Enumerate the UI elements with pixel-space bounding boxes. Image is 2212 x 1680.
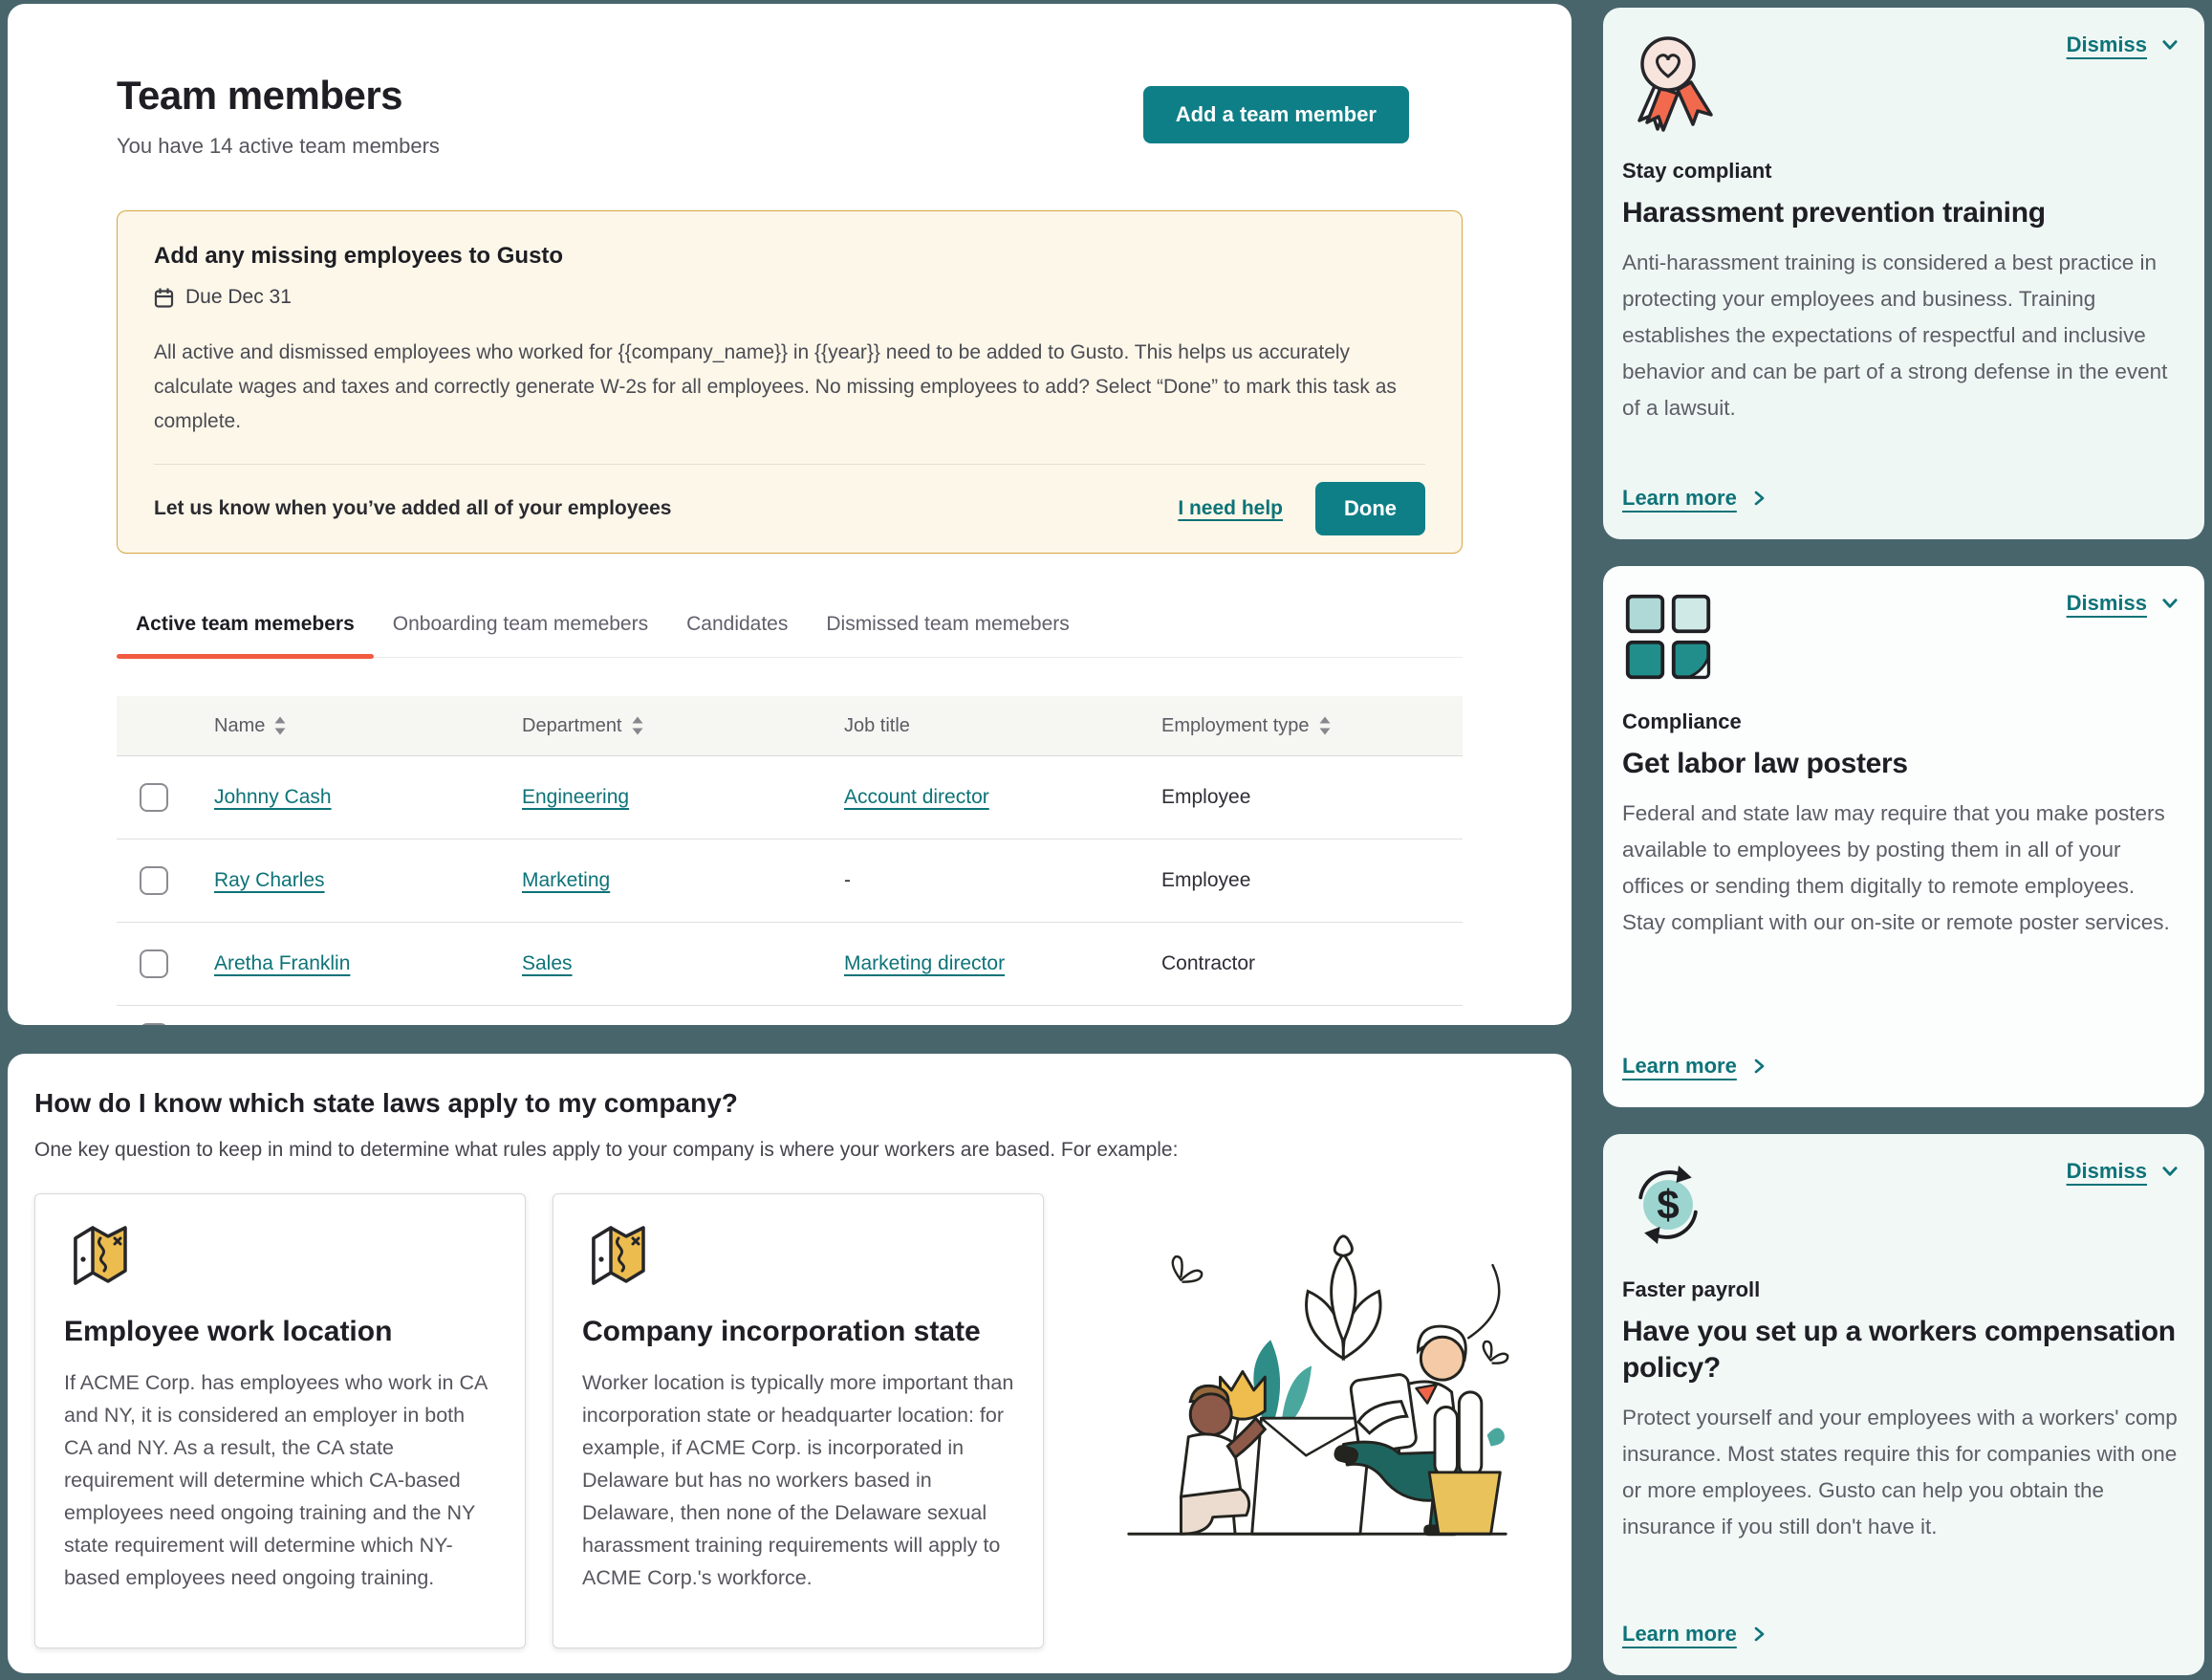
member-name-link[interactable]: Ray Charles: [214, 869, 325, 891]
department-link[interactable]: Engineering: [522, 786, 630, 808]
table-row: [117, 923, 1463, 1006]
sort-icon: [1319, 716, 1331, 735]
page-header: [117, 73, 1463, 159]
learn-more-link[interactable]: Learn more: [1622, 1622, 2179, 1647]
faq-intro: One key question to keep in mind to determine what rules apply to your company is where your workers are based. For example:: [34, 1139, 1179, 1161]
workers-comp-card: [1603, 1134, 2204, 1675]
add-team-member-button[interactable]: Add a team member: [1143, 86, 1409, 143]
chevron-right-icon: [1752, 1625, 1766, 1644]
job-title-value: -: [844, 869, 851, 891]
employment-type-value: Employee: [1161, 869, 1251, 891]
mini-card-title: Employee work location: [64, 1316, 393, 1347]
team-members-card: [8, 4, 1572, 1025]
posters-grid-icon: [1622, 591, 1714, 683]
card-category: Compliance: [1622, 709, 1742, 733]
dismiss-link[interactable]: Dismiss: [2067, 591, 2179, 616]
tab-onboarding-team-members[interactable]: Onboarding team memebers: [392, 613, 649, 635]
task-description: All active and dismissed employees who worked for {{company_name}} in {{year}} need to be added to Gusto. This helps us accurately calculate wages and taxes and correctly generate W-2s for all employees. No missing employees to add? Select “Done” to mark this task as complete.: [154, 341, 1397, 432]
column-header-name[interactable]: Name: [214, 715, 522, 737]
folded-map-icon: [582, 1219, 1014, 1292]
task-title: Add any missing employees to Gusto: [154, 243, 564, 269]
sort-icon: [274, 716, 286, 735]
dismiss-link[interactable]: Dismiss: [2067, 1159, 2179, 1184]
task-due-label: Due Dec 31: [185, 286, 292, 308]
row-checkbox[interactable]: [140, 949, 168, 978]
dismiss-link[interactable]: Dismiss: [2067, 33, 2179, 57]
faq-title: How do I know which state laws apply to my company?: [34, 1088, 738, 1118]
chevron-right-icon: [1752, 489, 1766, 508]
task-card: [117, 210, 1463, 554]
state-laws-card: [8, 1054, 1572, 1673]
card-body: Protect yourself and your employees with a workers' comp insurance. Most states require this for companies with one or more employees. Gusto can help you obtain the insurance if you still don't have it.: [1622, 1406, 2178, 1538]
member-name-link[interactable]: Aretha Franklin: [214, 952, 351, 974]
chevron-right-icon: [1752, 1057, 1766, 1076]
row-checkbox[interactable]: [140, 783, 168, 812]
column-header-department[interactable]: Department: [522, 715, 844, 737]
table-row: [117, 840, 1463, 923]
chevron-down-icon: [2160, 35, 2179, 55]
tab-dismissed-team-members[interactable]: Dismissed team memebers: [826, 613, 1070, 635]
card-title: Have you set up a workers compensation policy?: [1622, 1316, 2176, 1384]
card-body: Anti-harassment training is considered a best practice in protecting your employees and business. Training establishes the expectations of respectful and inclusive behavior and can be part of a strong defense in the event of a lawsuit.: [1622, 251, 2168, 420]
team-tabs: [117, 613, 1463, 658]
mini-card-body: If ACME Corp. has employees who work in CA and NY, it is considered an employer in both CA and NY. As a result, the CA state requirement will determine which CA-based employees need ongoing training and the NY state requirement will determine which NY-based employees need ongoing training.: [64, 1371, 488, 1589]
mini-card-title: Company incorporation state: [582, 1316, 981, 1347]
job-title-link[interactable]: Marketing director: [844, 952, 1006, 974]
department-link[interactable]: Sales: [522, 952, 573, 974]
team-members-table: [117, 696, 1463, 1025]
chevron-down-icon: [2160, 594, 2179, 613]
learn-more-link[interactable]: Learn more: [1622, 486, 2179, 511]
column-header-job-title[interactable]: Job title: [844, 714, 910, 736]
calendar-icon: [154, 287, 174, 309]
company-incorporation-state-card: [553, 1193, 1044, 1648]
tab-active-team-members[interactable]: Active team memebers: [117, 613, 374, 657]
harassment-training-card: [1603, 8, 2204, 539]
table-row: [117, 756, 1463, 840]
row-checkbox[interactable]: [140, 866, 168, 895]
page-title: Team members: [117, 73, 403, 118]
sort-icon: [632, 716, 643, 735]
department-link[interactable]: Marketing: [522, 869, 611, 891]
card-category: Faster payroll: [1622, 1277, 1761, 1301]
gardening-illustration: [1121, 1214, 1513, 1559]
member-name-link[interactable]: Johnny Cash: [214, 786, 332, 808]
card-title: Harassment prevention training: [1622, 197, 2046, 229]
employee-work-location-card: [34, 1193, 526, 1648]
card-category: Stay compliant: [1622, 159, 1772, 183]
tab-candidates[interactable]: Candidates: [686, 613, 789, 635]
card-title: Get labor law posters: [1622, 748, 1908, 779]
active-members-count: You have 14 active team members: [117, 134, 440, 158]
folded-map-icon: [64, 1219, 496, 1292]
done-button[interactable]: Done: [1315, 482, 1425, 535]
task-due: [154, 286, 1425, 309]
task-footer: [154, 465, 1425, 535]
card-body: Federal and state law may require that you make posters available to employees by posting them in all of your offices or sending them digitally to remote employees. Stay compliant with our on-site or remote poster services.: [1622, 801, 2170, 934]
table-row-partial: [117, 1006, 1463, 1025]
learn-more-link[interactable]: Learn more: [1622, 1054, 2179, 1079]
payroll-cycle-icon: [1622, 1159, 1714, 1251]
task-footer-text: Let us know when you’ve added all of your employees: [154, 497, 672, 519]
job-title-link[interactable]: Account director: [844, 786, 989, 808]
labor-law-posters-card: [1603, 566, 2204, 1107]
row-checkbox[interactable]: [140, 1023, 168, 1025]
employment-type-value: Contractor: [1161, 952, 1256, 974]
svg-text:$: $: [1657, 1182, 1680, 1228]
chevron-down-icon: [2160, 1162, 2179, 1181]
i-need-help-link[interactable]: I need help: [1178, 497, 1283, 519]
medal-ribbon-icon: [1622, 33, 1714, 132]
table-header-row: [117, 696, 1463, 756]
column-header-employment-type[interactable]: Employment type: [1161, 715, 1463, 737]
mini-card-body: Worker location is typically more important than incorporation state or headquarter location: for example, if ACME Corp. is incorporated in Delaware but has no workers based in Delaware, then none of the Delaware sexual harassment training requirements will apply to ACME Corp.'s workforce.: [582, 1371, 1014, 1589]
employment-type-value: Employee: [1161, 786, 1251, 808]
